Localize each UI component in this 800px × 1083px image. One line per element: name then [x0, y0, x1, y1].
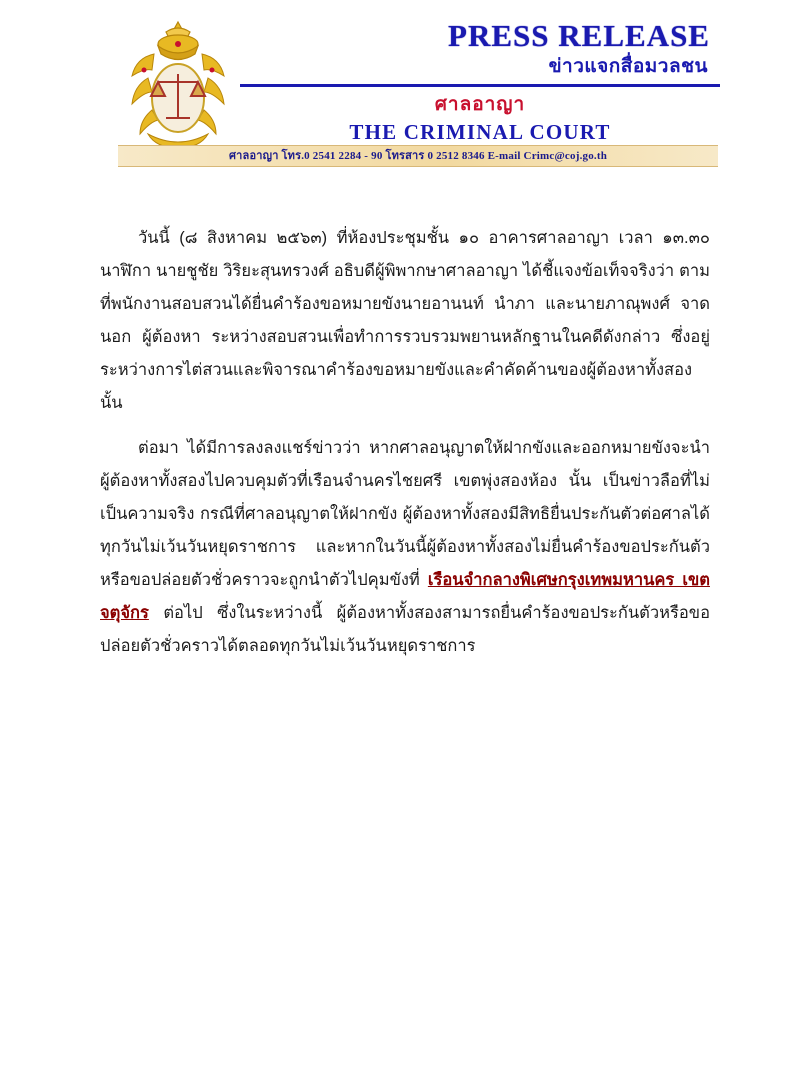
royal-thai-court-emblem-icon [118, 18, 238, 158]
press-release-title-th: ข่าวแจกสื่อมวลชน [548, 55, 708, 77]
prison-name-highlight: เรือนจำกลางพิเศษกรุงเทพมหานคร เขตจตุจักร [100, 571, 710, 622]
court-name-en: THE CRIMINAL COURT [349, 119, 611, 144]
paragraph-1 [100, 222, 710, 420]
letterhead [0, 0, 800, 175]
paragraph-2-text-part2: ต่อไป ซึ่งในระหว่างนี้ ผู้ต้องหาทั้งสองสามารถยื่นคำร้องขอประกันตัวหรือขอปล่อยตัวชั่วคราวได้ตลอดทุกวันไม่เว้นวันหยุดราชการ [100, 604, 710, 655]
court-name-th: ศาลอาญา [434, 93, 526, 115]
paragraph-1-text: วันนี้ (๘ สิงหาคม ๒๕๖๓) ที่ห้องประชุมชั้น ๑๐ อาคารศาลอาญา เวลา ๑๓.๓๐ นาฬิกา นายชูชัย วิริยะสุนทรวงศ์ อธิบดีผู้พิพากษาศาลอาญา ได้ชี้แจงข้อเท็จจริงว่า ตามที่พนักงานสอบสวนได้ยื่นคำร้องขอหมายขังนายอานนท์ นำภา และนายภาณุพงศ์ จาดนอก ผู้ต้องหา ระหว่างสอบสวนเพื่อทำการรวบรวมพยานหลักฐานในคดีดังกล่าว ซึ่งอยู่ระหว่างการไต่สวนและพิจารณาคำร้องขอหมายขังและคำคัดค้านของผู้ต้องหาทั้งสอง นั้น [100, 229, 710, 412]
paragraph-2 [100, 432, 710, 663]
paragraph-2-text-part1: ต่อมา ได้มีการลงลงแชร์ข่าวว่า หากศาลอนุญาตให้ฝากขังและออกหมายขังจะนำผู้ต้องหาทั้งสองไปควบคุมตัวที่เรือนจำนครไชยศรี เขตพุ่งสองห้อง นั้น เป็นข่าวลือที่ไม่เป็นความจริง กรณีที่ศาลอนุญาตให้ฝากขัง ผู้ต้องหาทั้งสองมีสิทธิยื่นประกันตัวต่อศาลได้ทุกวันไม่เว้นวันหยุดราชการ และหากในวันนี้ผู้ต้องหาทั้งสองไม่ยื่นคำร้องขอประกันตัวหรือขอปล่อยตัวชั่วคราวจะถูกนำตัวไปคุมขังที่ [100, 439, 710, 589]
document-body [100, 222, 710, 675]
press-release-title-en: PRESS RELEASE [448, 18, 710, 53]
contact-bar [118, 145, 718, 167]
letterhead-titles [240, 20, 720, 165]
header-divider [240, 84, 720, 87]
contact-text: ศาลอาญา โทร.0 2541 2284 - 90 โทรสาร 0 2512 8346 E-mail Crimc@coj.go.th [228, 150, 608, 162]
